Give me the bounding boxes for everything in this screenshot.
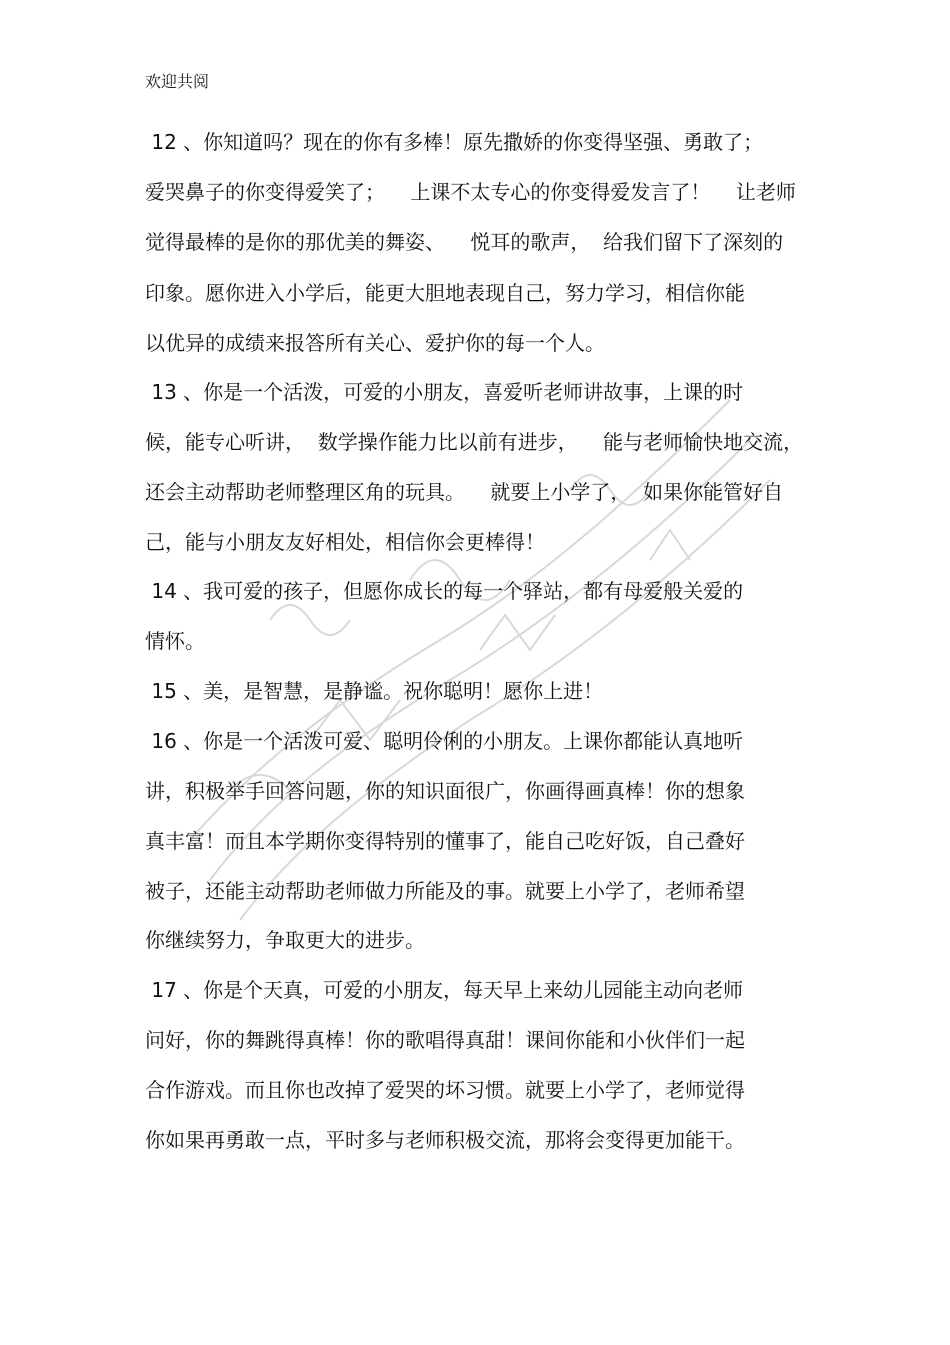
line-20: 合作游戏。而且你也改掉了爱哭的坏习惯。就要上小学了，老师觉得 [145,1078,745,1102]
line-6: 13 、你是一个活泼，可爱的小朋友，喜爱听老师讲故事，上课的时 [145,380,744,404]
line-3: 觉得最棒的是你的那优美的舞姿、 悦耳的歌声， 给我们留下了深刻的 [145,230,784,254]
line-16: 被子，还能主动帮助老师做力所能及的事。就要上小学了，老师希望 [145,879,745,903]
line-17: 你继续努力，争取更大的进步。 [145,928,425,952]
line-19: 问好，你的舞跳得真棒！你的歌唱得真甜！课间你能和小伙伴们一起 [145,1028,745,1052]
line-14: 讲，积极举手回答问题，你的知识面很广，你画得画真棒！你的想象 [145,779,745,803]
line-12: 15 、美，是智慧，是静谧。祝你聪明！愿你上进！ [145,679,604,703]
line-15: 真丰富！而且本学期你变得特别的懂事了，能自己吃好饭，自己叠好 [145,829,745,853]
watermark-seal [150,320,810,970]
line-8: 还会主动帮助老师整理区角的玩具。 就要上小学了， 如果你能管好自 [145,480,784,504]
line-9: 己，能与小朋友友好相处，相信你会更棒得！ [145,530,545,554]
line-5: 以优异的成绩来报答所有关心、爱护你的每一个人。 [145,331,605,355]
line-13: 16 、你是一个活泼可爱、聪明伶俐的小朋友。上课你都能认真地听 [145,729,744,753]
line-18: 17 、你是个天真，可爱的小朋友，每天早上来幼儿园能主动向老师 [145,978,744,1002]
line-7: 候，能专心听讲， 数学操作能力比以前有进步， 能与老师愉快地交流， [145,430,804,454]
line-4: 印象。愿你进入小学后，能更大胆地表现自己，努力学习，相信你能 [145,281,745,305]
line-1: 12 、你知道吗？现在的你有多棒！原先撒娇的你变得坚强、勇敢了； [145,130,764,154]
line-21: 你如果再勇敢一点，平时多与老师积极交流，那将会变得更加能干。 [145,1128,745,1152]
page-header: 欢迎共阅 [145,72,210,91]
line-11: 情怀。 [145,629,205,653]
line-2: 爱哭鼻子的你变得爱笑了； 上课不太专心的你变得爱发言了！ 让老师 [145,180,796,204]
line-10: 14 、我可爱的孩子，但愿你成长的每一个驿站，都有母爱般关爱的 [145,579,744,603]
